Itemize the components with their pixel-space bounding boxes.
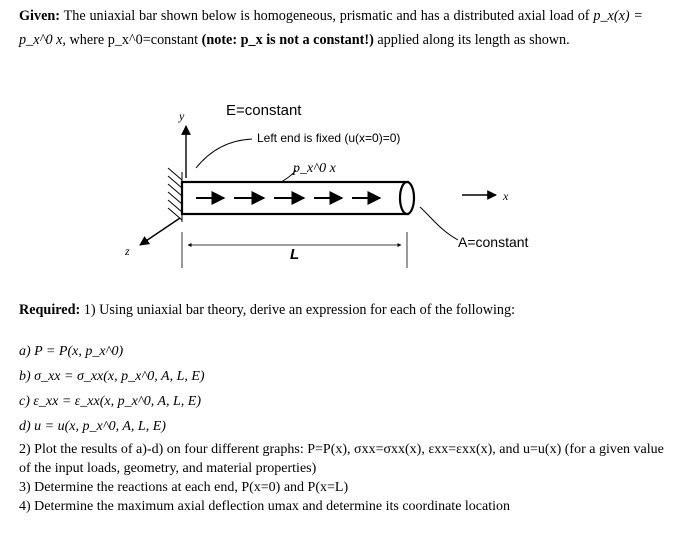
list-item-3: 3) Determine the reactions at each end, P(x=0) and P(x=L) xyxy=(19,480,349,495)
list-item-4: 4) Determine the maximum axial deflection umax and determine its coordinate location xyxy=(19,499,510,514)
load-expression: p_x(x) = p_x^0 x xyxy=(19,8,643,48)
given-text-3: applied along its length as shown. xyxy=(377,32,570,48)
z-axis-arrow xyxy=(140,218,180,245)
given-label: Given: xyxy=(19,8,60,24)
given-text-2: , where xyxy=(62,32,105,48)
fixed-end-leader xyxy=(196,139,252,168)
bar-figure xyxy=(0,90,697,290)
constant-expression: p_x^0=constant xyxy=(107,32,199,48)
x-axis-label: x xyxy=(503,189,509,203)
required-line xyxy=(19,302,515,319)
z-axis-label: z xyxy=(125,244,130,258)
a-constant-label: A=constant xyxy=(458,234,529,250)
list-item-c: c) ε_xx = ε_xx(x, p_x^0, A, L, E) xyxy=(19,394,202,409)
list-item-b: b) σ_xx = σ_xx(x, p_x^0, A, L, E) xyxy=(19,369,205,384)
list-item-2: 2) Plot the results of a)-d) on four different graphs: P=P(x), σxx=σxx(x), εxx=εxx(x), and u=u(x) (for a given value of the input loads, geometry, and material properties) xyxy=(19,442,664,476)
list-item-d: d) u = u(x, p_x^0, A, L, E) xyxy=(19,419,166,434)
required-text: 1) Using uniaxial bar theory, derive an expression for each of the following: xyxy=(83,302,516,318)
load-label: p_x^0 x xyxy=(293,161,336,176)
e-constant-label: E=constant xyxy=(226,102,302,119)
given-text-1: The uniaxial bar shown below is homogeneous, prismatic and has a distributed axial load of xyxy=(63,8,590,24)
list-item-a: a) P = P(x, p_x^0) xyxy=(19,344,124,359)
fixed-end-label: Left end is fixed (u(x=0)=0) xyxy=(257,131,401,145)
area-leader xyxy=(420,207,458,240)
y-axis-label: y xyxy=(179,109,185,123)
length-label: L xyxy=(290,246,300,263)
required-label: Required: xyxy=(19,302,81,318)
given-note: (note: p_x is not a constant!) xyxy=(201,32,374,48)
fixed-wall xyxy=(168,168,182,222)
task-list xyxy=(19,342,679,516)
given-paragraph xyxy=(19,4,643,52)
bar-end-face xyxy=(400,182,414,214)
